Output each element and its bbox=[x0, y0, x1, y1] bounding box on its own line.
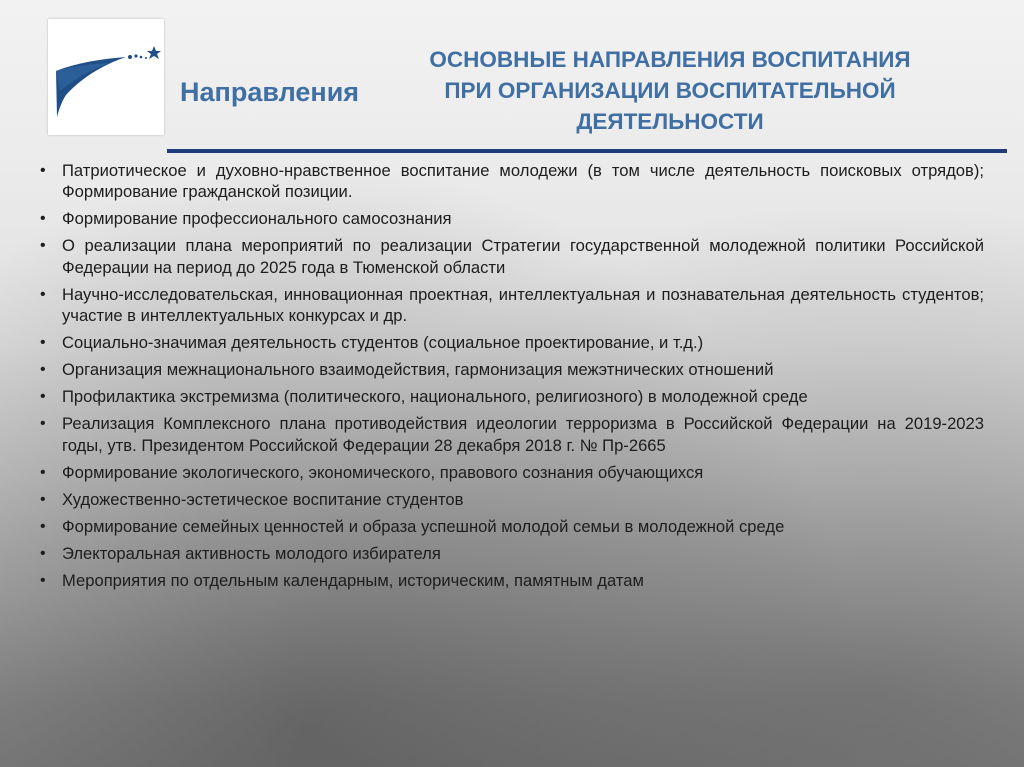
page-title bbox=[400, 44, 940, 137]
list-item bbox=[38, 359, 984, 380]
list-item-text: Реализация Комплексного плана противодействия идеологии терроризма в Российской Федерации на 2019-2023 годы, утв. Президентом Российской Федерации 28 декабря 2018 г. № Пр-2665 bbox=[62, 414, 984, 455]
section-label: Направления bbox=[180, 77, 360, 107]
title-line: ПРИ ОРГАНИЗАЦИИ ВОСПИТАТЕЛЬНОЙ bbox=[444, 78, 896, 103]
bullet-icon: • bbox=[40, 285, 46, 303]
list-item bbox=[38, 332, 984, 353]
list-item bbox=[38, 570, 984, 591]
star-swoosh-logo-icon bbox=[48, 19, 164, 135]
bullet-icon: • bbox=[40, 517, 46, 535]
list-item bbox=[38, 284, 984, 327]
list-item-text: О реализации плана мероприятий по реализации Стратегии государственной молодежной политики Российской Федерации на период до 2025 года в Тюменской области bbox=[62, 236, 984, 277]
list-item-text: Патриотическое и духовно-нравственное воспитание молодежи (в том числе деятельность поисковых отрядов); Формирование гражданской позиции. bbox=[62, 161, 984, 202]
title-line: ОСНОВНЫЕ НАПРАВЛЕНИЯ ВОСПИТАНИЯ bbox=[429, 47, 911, 72]
list-item bbox=[38, 489, 984, 510]
list-item-text: Формирование профессионального самосознания bbox=[62, 209, 452, 229]
list-item-text: Профилактика экстремизма (политического, национального, религиозного) в молодежной среде bbox=[62, 387, 808, 407]
list-item-text: Научно-исследовательская, инновационная проектная, интеллектуальная и познавательная деятельность студентов; участие в интеллектуальных конкурсах и др. bbox=[62, 284, 984, 326]
title-line: ДЕЯТЕЛЬНОСТИ bbox=[576, 109, 764, 134]
list-item-text: Формирование семейных ценностей и образа успешной молодой семьи в молодежной среде bbox=[62, 516, 785, 536]
bullet-icon: • bbox=[40, 490, 46, 508]
bullet-icon: • bbox=[40, 237, 46, 255]
list-item bbox=[38, 208, 984, 229]
bullet-icon: • bbox=[40, 334, 46, 352]
bullet-icon: • bbox=[40, 210, 46, 228]
list-item bbox=[38, 235, 984, 278]
bullet-icon: • bbox=[40, 415, 46, 433]
list-item-text: Электоральная активность молодого избирателя bbox=[62, 543, 441, 563]
list-item bbox=[38, 413, 984, 456]
list-item-text: Мероприятия по отдельным календарным, историческим, памятным датам bbox=[62, 570, 644, 590]
list-item-text: Формирование экологического, экономического, правового сознания обучающихся bbox=[62, 462, 704, 482]
list-item bbox=[38, 462, 984, 483]
bullet-icon: • bbox=[40, 388, 46, 406]
list-item-text: Социально-значимая деятельность студентов (социальное проектирование, и т.д.) bbox=[62, 333, 704, 353]
list-item bbox=[38, 386, 984, 407]
logo bbox=[48, 19, 164, 135]
directions-list bbox=[38, 160, 984, 597]
list-item-text: Организация межнационального взаимодействия, гармонизация межэтнических отношений bbox=[62, 360, 774, 380]
list-item bbox=[38, 516, 984, 537]
bullet-icon: • bbox=[40, 162, 46, 179]
bullet-icon: • bbox=[40, 571, 46, 589]
bullet-icon: • bbox=[40, 361, 46, 379]
list-item-text: Художественно-эстетическое воспитание студентов bbox=[62, 489, 464, 509]
list-item bbox=[38, 543, 984, 564]
title-divider bbox=[167, 149, 1007, 153]
bullet-icon: • bbox=[40, 544, 46, 562]
bullet-icon: • bbox=[40, 463, 46, 481]
list-item bbox=[38, 160, 984, 203]
